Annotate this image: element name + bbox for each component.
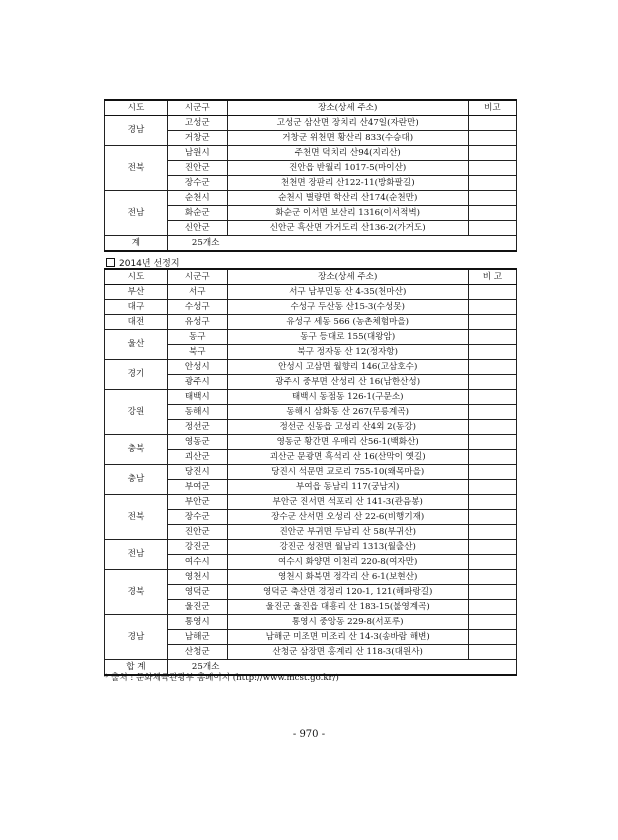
sigungu-cell: 동해시 <box>167 405 227 420</box>
sido-cell: 전북 <box>105 495 168 540</box>
place-cell: 울진군 울진읍 대흥리 산 183-15(불영계곡) <box>227 600 468 615</box>
place-cell: 주천면 덕치리 산94(지리산) <box>227 146 468 161</box>
sigungu-cell: 광주시 <box>167 375 227 390</box>
place-cell: 수성구 두산동 산15-3(수성못) <box>227 300 468 315</box>
place-cell: 통영시 중앙동 229-8(서포루) <box>227 615 468 630</box>
table-row <box>105 495 517 510</box>
sido-cell: 강원 <box>105 390 168 435</box>
note-cell <box>468 435 516 450</box>
note-cell <box>468 375 516 390</box>
sido-cell: 충남 <box>105 465 168 495</box>
note-cell <box>468 615 516 630</box>
sigungu-cell: 안성시 <box>167 360 227 375</box>
total-label: 합 계 <box>105 660 168 676</box>
place-cell: 동구 등대로 155(대왕암) <box>227 330 468 345</box>
table-row <box>105 360 517 375</box>
place-cell: 서구 남부민동 산 4-35(천마산) <box>227 285 468 300</box>
sigungu-cell: 동구 <box>167 330 227 345</box>
table-2013-sites <box>104 99 517 252</box>
sigungu-cell: 진안군 <box>167 525 227 540</box>
place-cell: 유성구 세동 566 (농촌체험마을) <box>227 315 468 330</box>
column-header: 장소(상세 주소) <box>227 100 468 116</box>
table-row <box>105 300 517 315</box>
place-cell: 천천면 장판리 산122-11(방화팔길) <box>227 176 468 191</box>
place-cell: 남해군 미조면 미조리 산 14-3(송바람 해변) <box>227 630 468 645</box>
place-cell: 진안읍 반월리 1017-5(마이산) <box>227 161 468 176</box>
place-cell: 영동군 황간면 우매리 산56-1(백화산) <box>227 435 468 450</box>
place-cell: 신안군 흑산면 가거도리 산136-2(가거도) <box>227 221 468 236</box>
place-cell: 순천시 별량면 학산리 산174(순천만) <box>227 191 468 206</box>
note-cell <box>468 600 516 615</box>
column-header: 시도 <box>105 269 168 285</box>
sido-cell: 경기 <box>105 360 168 390</box>
header-row <box>105 269 517 285</box>
column-header: 시도 <box>105 100 168 116</box>
note-cell <box>468 390 516 405</box>
place-cell: 당진시 석문면 교로리 755-10(왜목마을) <box>227 465 468 480</box>
sigungu-cell: 당진시 <box>167 465 227 480</box>
table-row <box>105 615 517 630</box>
place-cell: 광주시 중부면 산성리 산 16(남한산성) <box>227 375 468 390</box>
checkbox-square-icon <box>106 258 115 267</box>
sigungu-cell: 통영시 <box>167 615 227 630</box>
note-cell <box>468 450 516 465</box>
sido-cell: 경남 <box>105 615 168 660</box>
place-cell: 강진군 성전면 월남리 1313(월출산) <box>227 540 468 555</box>
table-row <box>105 570 517 585</box>
note-cell <box>468 645 516 660</box>
place-cell: 괴산군 문광면 흑석리 산 16(산막이 옛길) <box>227 450 468 465</box>
sigungu-cell: 장수군 <box>167 176 227 191</box>
total-value: 25개소 <box>167 236 516 252</box>
sido-cell: 대구 <box>105 300 168 315</box>
total-value: 25개소 <box>167 660 516 676</box>
source-note: * 출처 : 문화체육관광부 홈페이지 (http://www.mcst.go.kr/) <box>104 673 339 683</box>
sigungu-cell: 진안군 <box>167 161 227 176</box>
place-cell: 부안군 진서면 석포리 산 141-3(관음봉) <box>227 495 468 510</box>
sigungu-cell: 북구 <box>167 345 227 360</box>
sigungu-cell: 태백시 <box>167 390 227 405</box>
note-cell <box>468 480 516 495</box>
place-cell: 고성군 삼산면 장치리 산47일(자란만) <box>227 116 468 131</box>
note-cell <box>468 176 516 191</box>
note-cell <box>468 285 516 300</box>
column-header: 비고 <box>468 100 516 116</box>
sigungu-cell: 남해군 <box>167 630 227 645</box>
note-cell <box>468 555 516 570</box>
place-cell: 진안군 부귀면 두남리 산 58(부귀산) <box>227 525 468 540</box>
sigungu-cell: 신안군 <box>167 221 227 236</box>
sigungu-cell: 강진군 <box>167 540 227 555</box>
column-header: 시군구 <box>167 100 227 116</box>
sigungu-cell: 순천시 <box>167 191 227 206</box>
note-cell <box>468 191 516 206</box>
sido-cell: 경남 <box>105 116 168 146</box>
place-cell: 거창군 위천면 황산리 833(수승대) <box>227 131 468 146</box>
sigungu-cell: 남원시 <box>167 146 227 161</box>
table-row <box>105 435 517 450</box>
place-cell: 장수군 산서면 오성리 산 22-6(비행기재) <box>227 510 468 525</box>
sigungu-cell: 산청군 <box>167 645 227 660</box>
note-cell <box>468 131 516 146</box>
sido-cell: 전남 <box>105 191 168 236</box>
table-row <box>105 146 517 161</box>
note-cell <box>468 221 516 236</box>
column-header: 시군구 <box>167 269 227 285</box>
sigungu-cell: 화순군 <box>167 206 227 221</box>
sigungu-cell: 장수군 <box>167 510 227 525</box>
table-row <box>105 465 517 480</box>
note-cell <box>468 420 516 435</box>
place-cell: 동해시 삼화동 산 267(무릉계곡) <box>227 405 468 420</box>
page-number: - 970 - <box>292 729 326 740</box>
sigungu-cell: 괴산군 <box>167 450 227 465</box>
table-2014-sites <box>104 268 517 676</box>
sido-cell: 전남 <box>105 540 168 570</box>
sigungu-cell: 거창군 <box>167 131 227 146</box>
total-label: 계 <box>105 236 168 252</box>
table-row <box>105 315 517 330</box>
note-cell <box>468 465 516 480</box>
place-cell: 영덕군 축산면 경정리 120-1, 121(해파랑길) <box>227 585 468 600</box>
note-cell <box>468 495 516 510</box>
note-cell <box>468 116 516 131</box>
note-cell <box>468 330 516 345</box>
total-row <box>105 236 517 252</box>
note-cell <box>468 360 516 375</box>
table-row <box>105 540 517 555</box>
sido-cell: 대전 <box>105 315 168 330</box>
note-cell <box>468 315 516 330</box>
note-cell <box>468 630 516 645</box>
sido-cell: 충북 <box>105 435 168 465</box>
note-cell <box>468 300 516 315</box>
header-row <box>105 100 517 116</box>
note-cell <box>468 510 516 525</box>
sigungu-cell: 고성군 <box>167 116 227 131</box>
place-cell: 영천시 화북면 정각리 산 6-1(보현산) <box>227 570 468 585</box>
sido-cell: 전북 <box>105 146 168 191</box>
sido-cell: 경북 <box>105 570 168 615</box>
place-cell: 산청군 삼장면 홍계리 산 118-3(대원사) <box>227 645 468 660</box>
sigungu-cell: 영동군 <box>167 435 227 450</box>
section-title-text: 2014년 선정지 <box>119 259 180 269</box>
table-row <box>105 191 517 206</box>
sigungu-cell: 여수시 <box>167 555 227 570</box>
sigungu-cell: 부여군 <box>167 480 227 495</box>
note-cell <box>468 206 516 221</box>
sigungu-cell: 정선군 <box>167 420 227 435</box>
sido-cell: 울산 <box>105 330 168 360</box>
sigungu-cell: 영천시 <box>167 570 227 585</box>
sigungu-cell: 울진군 <box>167 600 227 615</box>
place-cell: 태백시 동점동 126-1(구문소) <box>227 390 468 405</box>
sido-cell: 부산 <box>105 285 168 300</box>
place-cell: 북구 정자동 산 12(정자항) <box>227 345 468 360</box>
sigungu-cell: 수성구 <box>167 300 227 315</box>
column-header: 장소(상세 주소) <box>227 269 468 285</box>
note-cell <box>468 540 516 555</box>
note-cell <box>468 570 516 585</box>
sigungu-cell: 유성구 <box>167 315 227 330</box>
column-header: 비 고 <box>468 269 516 285</box>
table-row <box>105 390 517 405</box>
sigungu-cell: 영덕군 <box>167 585 227 600</box>
place-cell: 정선군 신동읍 고성리 산4외 2(동강) <box>227 420 468 435</box>
table-row <box>105 116 517 131</box>
note-cell <box>468 525 516 540</box>
note-cell <box>468 146 516 161</box>
place-cell: 안성시 고삼면 월향리 146(고삼호수) <box>227 360 468 375</box>
place-cell: 부여읍 동남리 117(궁남지) <box>227 480 468 495</box>
place-cell: 여수시 화양면 이천리 220-8(여자만) <box>227 555 468 570</box>
sigungu-cell: 부안군 <box>167 495 227 510</box>
note-cell <box>468 405 516 420</box>
table-row <box>105 285 517 300</box>
place-cell: 화순군 이서면 보산리 1316(이서적벽) <box>227 206 468 221</box>
note-cell <box>468 345 516 360</box>
note-cell <box>468 161 516 176</box>
table-row <box>105 330 517 345</box>
sigungu-cell: 서구 <box>167 285 227 300</box>
note-cell <box>468 585 516 600</box>
